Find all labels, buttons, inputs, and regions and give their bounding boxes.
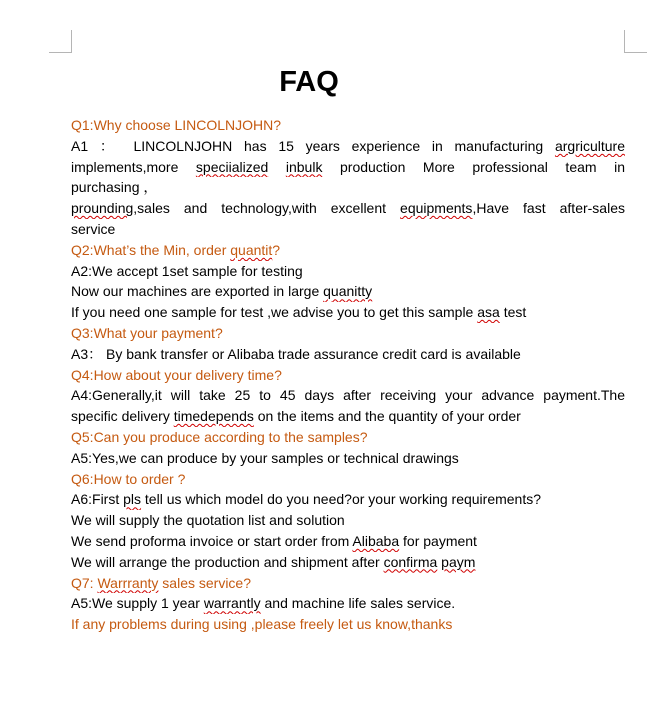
answer-4-line-1: A4:Generally,it will take 25 to 45 days after receiving your advance payment.The [71, 387, 625, 404]
answer-6-line-1: A6:First pls tell us which model do you need?or your working requirements? [71, 491, 542, 508]
spelling-error: equipments [400, 200, 473, 217]
question-6: Q6:How to order ? [71, 470, 186, 487]
question-3: Q3:What your payment? [71, 324, 223, 341]
answer-7: A5:We supply 1 year warrantly and machine life sales service. [71, 595, 456, 612]
page-title: FAQ [279, 66, 339, 98]
question-2: Q2:What’s the Min, order quantit? [71, 241, 281, 258]
crop-mark-top-left [49, 30, 72, 53]
spelling-error: timedepends [173, 408, 254, 425]
closing-note: If any problems during using ,please freely let us know,thanks [71, 616, 453, 633]
answer-1-line-2: implements,more speciialized inbulk production More professional team in [71, 158, 625, 175]
spelling-error: quantit [230, 241, 273, 258]
question-5: Q5:Can you produce according to the samples? [71, 428, 368, 445]
question-7: Q7: Warrranty sales service? [71, 574, 251, 591]
spelling-error: Alibaba [352, 532, 400, 549]
answer-1-line-1: A1 ： LINCOLNJOHN has 15 years experience in manufacturing argriculture [71, 137, 625, 154]
answer-2-line-3: If you need one sample for test ,we advise you to get this sample asa test [71, 304, 527, 321]
spelling-error: pls [123, 491, 142, 508]
answer-1-line-4: prounding,sales and technology,with excellent equipments,Have fast after-sales [71, 200, 625, 217]
answer-6-line-3: We send proforma invoice or start order from Alibaba for payment [71, 532, 477, 549]
answer-6-line-4: We will arrange the production and shipment after confirma paym [71, 553, 476, 570]
crop-mark-top-right [624, 30, 647, 53]
spelling-error: speciialized [195, 158, 269, 175]
faq-body [71, 115, 625, 635]
answer-6-line-2: We will supply the quotation list and solution [71, 512, 345, 529]
answer-2-line-1: A2:We accept 1set sample for testing [71, 262, 303, 279]
answer-1-line-3: purchasing ， [71, 179, 158, 196]
spelling-error: inbulk [285, 158, 323, 175]
answer-3: A3： By bank transfer or Alibaba trade assurance credit card is available [71, 345, 521, 362]
spelling-error: confirma [383, 553, 438, 570]
spelling-error: prounding [71, 200, 134, 217]
question-1: Q1:Why choose LINCOLNJOHN? [71, 117, 282, 133]
answer-2-line-2: Now our machines are exported in large quanitty [71, 283, 373, 300]
spelling-error: paym [441, 553, 476, 570]
spelling-error: quanitty [323, 283, 373, 300]
answer-4-line-2: specific delivery timedepends on the items and the quantity of your order [71, 408, 521, 425]
question-4: Q4:How about your delivery time? [71, 366, 282, 383]
spelling-error: warrantly [203, 595, 261, 612]
answer-1-line-5: service [71, 220, 116, 237]
spelling-error: Warrranty [97, 574, 159, 591]
answer-5: A5:Yes,we can produce by your samples or technical drawings [71, 449, 459, 466]
spelling-error: argriculture [554, 137, 625, 154]
spelling-error: asa [477, 304, 500, 321]
